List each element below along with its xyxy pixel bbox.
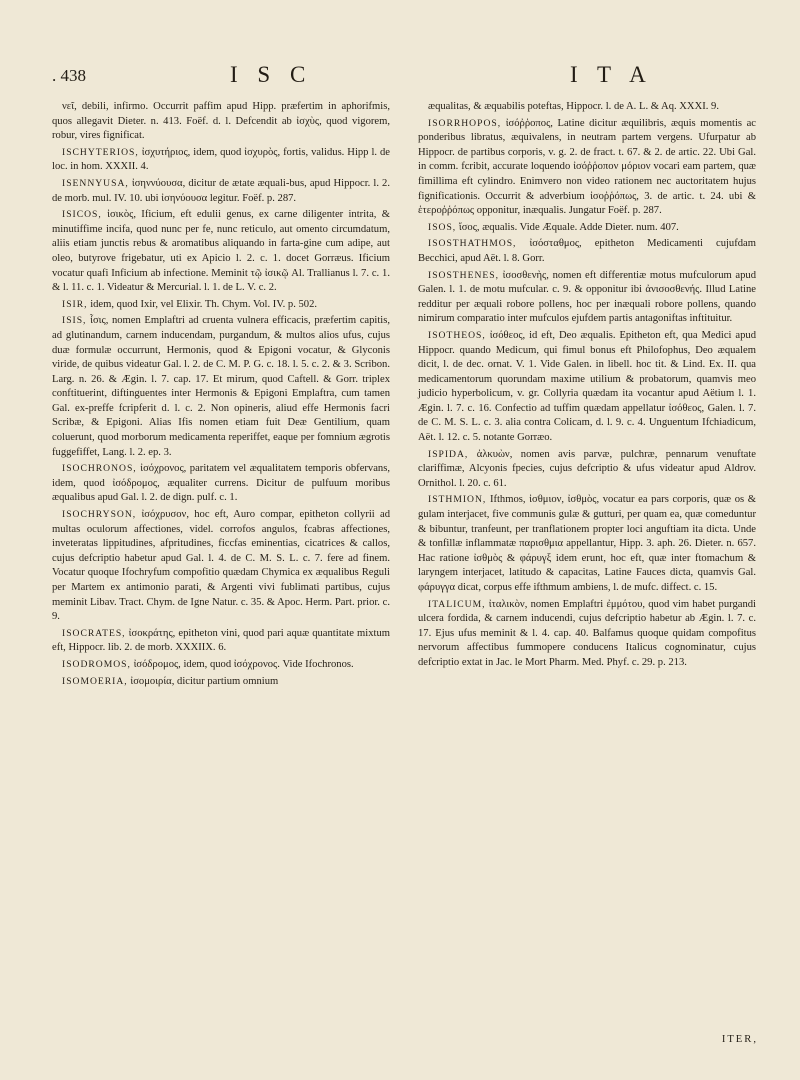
entry-text: ἰσχυτήριος, idem, quod ἰσχυρὸς, fortis, validus. Hipp l. de loc. in hom. XXXII. 4.	[52, 146, 390, 173]
left-running-head: I S C	[230, 62, 313, 87]
dictionary-entry	[52, 208, 390, 296]
entry-headword: ISPIDA,	[428, 448, 469, 460]
dictionary-entry	[418, 117, 756, 219]
entry-text: ἴσος, æqualis. Vide Æquale. Adde Dieter. num. 407.	[458, 221, 679, 233]
entry-headword: ISOCHRYSON,	[62, 509, 137, 521]
dictionary-entry	[52, 314, 390, 460]
entry-text: Ifthmos, ἰσθμιον, ἰσθμὸς, vocatur ea pars corporis, quæ os & gulam interjacet, five communis gulæ & gutturi, per quam ea, quæ comeduntur & bibuntur, tranfeunt, per tranflationem propter loci anguftiam ita dicta. Unde & tonfillæ inflammatæ παρισθμια appellantur, Hipp. 3. aph. 26. Dieter. n. 657. Hac ratione ἰσθμὸς & φάρυγξ idem erunt, hoc eft, quæ inter ftomachum & laryngem interjacet, latitudo & capacitas, Latine Fauces dicta, quamvis Gal. φάρυγγα dicat, corpus effe ifthmum ambiens, l. de mufc. diffect. c. 15.	[418, 494, 756, 593]
entry-headword: ISCHYTERIOS,	[62, 146, 139, 158]
dictionary-entry	[418, 448, 756, 492]
entry-text: ἰσόῤῥοπος, Latine dicitur æquilibris, æquis momentis ac ponderibus libratus, æquivalens, in neutram partem vergens. Ufurpatur ab Hippocr. de partibus corporis, v. g. 2. de fract. t. 67. & 2. de artic. 22. Ubi Gal. in comm. fcribit, accurate loquendo ἰσόῤῥοπον μόριον vocari eam partem, quæ fimillima eft cylindro. Enimvero non video rationem nec auctoritatem hujus fignificationis. Occurrit & adverbium ἰσοῤῥόπως, 3. de artic. t. 24. ubi & ἑτεροῤῥόπως opponitur, inæqualis. Jungatur Foëf. p. 287.	[418, 117, 756, 217]
entry-headword: ISOCHRONOS,	[62, 463, 137, 475]
entry-headword: ISOSTHATHMOS,	[428, 238, 517, 250]
dictionary-entry	[418, 100, 756, 115]
entry-headword: ISIR,	[62, 298, 88, 310]
entry-text: ἰσομοιρία, dicitur partium omnium	[130, 675, 279, 687]
right-column	[418, 100, 756, 673]
entry-headword: ISICOS,	[62, 209, 102, 221]
entry-headword: ISIS,	[62, 315, 87, 327]
page-number: . 438	[52, 66, 86, 85]
entry-text: ἰσηννύουσα, dicitur de ætate æquali-bus, apud Hippocr. l. 2. de morb. mul. IV. 10. ubi ἰσηνύουσα legitur. Foëf. p. 287.	[52, 177, 390, 204]
entry-headword: ISOCRATES,	[62, 627, 126, 639]
entry-text: ἰταλικὸν, nomen Emplaftri ἐμμότου, quod vim habet purgandi ulcera fordida, & carnem inducendi, cujus defcriptio habetur ab Ægin. l. 7. c. 17. Ejus ufus meminit & l. 4. cap. 40. Balfamus quoque quidam compofitus nervorum affectibus fummopere conducens Italicus cognominatur, cujus defcriptio extat in Jac. le Mort Pharm. Med. Phyf. c. 29. p. 213.	[418, 598, 756, 668]
dictionary-entry	[418, 329, 756, 446]
entry-text: ἶσις, nomen Emplaftri ad cruenta vulnera efficacis, præfertim capitis, ad glutinandum, carnem inducendam, purgandum, & multos alios ufus, cujus duæ formulæ occurrunt, Hermonis, quod & Epigoni vocatur, & Glyconis viride, de quibus videatur Gal. l. 2. de C. M. P. G. c. 18. l. 5. c. 2. & 3. Scribon. Larg. n. 26. & Ægin. l. 7. cap. 17. Et mirum, quod Caftell. & Gorr. triplex conftituerint, diftinguentes inter Hermonis & Epigoni Emplaftra, cum tamen Gal. ex-preffe fcripferit d. l. c. 2. Non opineris, aliud effe Hermonis facri Scribæ, & Epigoni. Alias Ifis nomen etiam fuit Deæ Gentilium, quam coluerunt, quod morborum medicamenta reperiffet, eaque per fomnium ægrotis fuggefiffet, Lang. l. 2. ep. 3.	[52, 315, 391, 458]
dictionary-entry	[418, 598, 756, 671]
entry-text: æqualitas, & æquabilis poteftas, Hippocr. l. de A. L. & Aq. XXXI. 9.	[428, 101, 720, 112]
dictionary-entry	[52, 177, 390, 206]
entry-headword: ISTHMION,	[428, 494, 487, 506]
entry-text: ἰσοσθενὴς, nomen eft differentiæ motus mufculorum apud Galen. l. 1. de motu mufcular. c. 9. & opponitur ibi ἀνισοσθενής. Illud Latine redditur per æquali robore pollens, hoc per inæquali robore pollens, quando nimirum comparatio inter mufculos ejufdem partis antagoniftas inftituitur.	[418, 269, 757, 325]
entry-text: ἀλκυὼν, nomen avis parvæ, pulchræ, pennarum venuftate clariffimæ, Alcyonis fpecies, cujus defcriptio & ufus videatur apud Aldrov. Ornithol. l. 20. c. 61.	[418, 448, 756, 489]
dictionary-entry	[52, 627, 390, 656]
entry-headword: ISODROMOS,	[62, 658, 131, 670]
dictionary-entry	[418, 493, 756, 595]
entry-headword: ISOTHEOS,	[428, 329, 486, 341]
dictionary-entry	[418, 269, 756, 327]
entry-headword: ISOS,	[428, 221, 457, 233]
entry-headword: ITALICUM,	[428, 598, 486, 610]
dictionary-entry	[52, 462, 390, 506]
catchword: ITER,	[721, 1034, 758, 1045]
entry-headword: ISOMOERIA,	[62, 675, 128, 687]
running-header	[52, 58, 760, 92]
entry-text: ἰσοκράτης, epitheton vini, quod pari aquæ quantitate mixtum eft, Hippocr. lib. 2. de morb. XXXIIX. 6.	[52, 627, 390, 654]
entry-text: ἰσικὸς, Ificium, eft edulii genus, ex carne diligenter intrita, & minutiffime incifa, quod nunc per fe, nunc reticulo, aut omento circumdatum, aliis etiam junctis rebus & aromatibus aliquando in farta-gine cum adipe, aut oleo, butyrove frigebatur, uti ex Apicio l. 2. c. 1. docet Gorræus. Ificium vocatur quafi Inficium ab infectione. Meminit τῷ ἰσικῷ Al. Trallianus l. 7. c. 1. & l. 11. c. 1. Videatur & Mercurial. l. 1. de L. V. c. 2.	[52, 209, 390, 294]
left-column	[52, 100, 390, 691]
dictionary-entry	[418, 221, 756, 236]
dictionary-entry	[52, 508, 390, 625]
entry-text: idem, quod Ixir, vel Elixir. Th. Chym. Vol. IV. p. 502.	[90, 298, 318, 310]
entry-headword: ISOSTHENES,	[428, 269, 499, 281]
dictionary-entry	[52, 100, 390, 144]
dictionary-entry	[418, 237, 756, 266]
entry-headword: ISORRHOPOS,	[428, 117, 502, 129]
dictionary-entry	[52, 658, 390, 673]
entry-text: ἰσόχρυσον, hoc eft, Auro compar, epitheton collyrii ad multas oculorum affectiones, videl. corrofos angulos, fcabras affectiones, inveteratas lippitudines, afpritudines, ficcfas eminentias, cicatrices & callos, cujus defcriptio habetur apud Gal. l. 4. de C. M. S. L. c. 7. fere ad finem. Vocatur quoque Ifochryfum compofitio quædam Chymica ex æqualibus Reguli per Martem ex antimonio parati, & Argenti vivi fublimati partibus, cujus meminit Libav. Tract. Chym. de Igne Natur. c. 35. & Apoc. Herm. Part. prior. c. 9.	[52, 509, 390, 623]
entry-headword: ISENNYUSA,	[62, 177, 129, 189]
dictionary-entry	[52, 298, 390, 313]
dictionary-entry	[52, 146, 390, 175]
dictionary-entry	[52, 675, 390, 690]
entry-text: ἰσόσταθμος, epitheton Medicamenti cujufdam Becchici, apud Aët. l. 8. Gorr.	[418, 238, 756, 264]
entry-text: ἰσόθεος, id eft, Deo æqualis. Epitheton eft, qua Medici apud Hippocr. quando Medicum, qui fimul bonus eft Philofophus, Deo æqualem dicit, l. de dec. ornat. V. 1. Vide Galen. in libell. hoc tit. & Lind. Ex. II. qua medicamentorum quorundam maxime utilium & probatorum, quamvis meo judicio hyperbolicum, v. gr. Collyria quædam ita vocantur apud Aëtium l. 1. Ægin. l. 7. c. 16. Confectio ad tuffim quædam appellatur ἰσόθεος, Galen. l. 7. de C. M. S. L. c. 3. alia contra Colicam, d. l. 9. c. 4. Unguentum Ifchiadicum, Aët. l. 12. c. 5. notante Gorræo.	[418, 329, 756, 444]
entry-text: νεῖ, debili, infirmo. Occurrit paffim apud Hipp. præfertim in aphorifmis, quos allegavit Dieter. n. 413. Foëf. d. l. Defcendit ab ἰσχὺς, quod vigorem, robur, vires fignificat.	[52, 101, 390, 142]
entry-text: ἰσόχρονος, paritatem vel æqualitatem temporis obfervans, idem, quod ἰσόδρομος, æqualiter currens. Dicitur de pulfuum moribus æqualibus apud Gal. l. 2. de dign. pulf. c. 1.	[52, 463, 390, 504]
right-running-head: I T A	[570, 62, 653, 87]
entry-text: ἰσόδρομος, idem, quod ἰσόχρονος. Vide Ifochronos.	[133, 658, 354, 670]
